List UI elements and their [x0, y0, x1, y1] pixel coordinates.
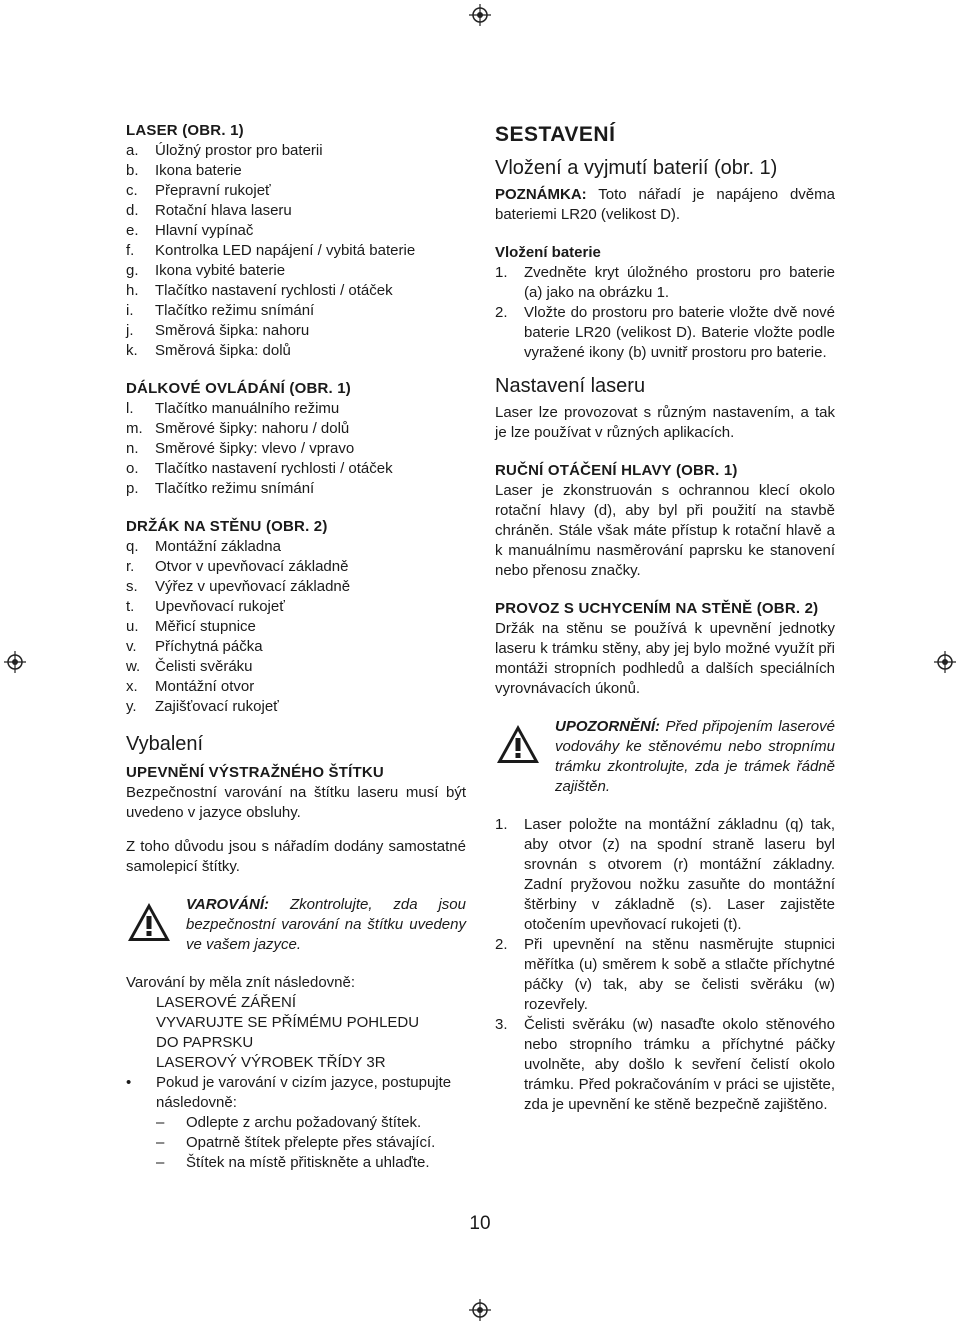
list-item-key: k.	[126, 342, 138, 359]
batteries-heading: Vložení a vyjmutí baterií (obr. 1)	[495, 157, 778, 179]
caution-text	[555, 717, 835, 797]
insert-heading: Vložení baterie	[495, 244, 601, 261]
list-item	[126, 141, 466, 161]
step-number: 3.	[495, 1016, 508, 1033]
wording-line: VYVARUJTE SE PŘÍMÉMU POHLEDU	[156, 1014, 420, 1031]
list-item-label: Ikona baterie	[155, 162, 242, 179]
list-item-label: Montážní otvor	[155, 678, 255, 695]
note	[495, 185, 835, 225]
list-item-key: l.	[126, 400, 134, 417]
wall-steps	[495, 815, 835, 1115]
list-item	[126, 181, 466, 201]
dash-mark: –	[156, 1134, 165, 1151]
caution-body: Před připojením laserové vodováhy ke stěnovému nebo stropnímu trámku zkontrolujte, zda je trámek řádně zajištěn.	[555, 718, 835, 795]
note-label: POZNÁMKA:	[495, 186, 587, 203]
wording-intro: Varování by měla znít následovně:	[126, 974, 356, 991]
list-item	[126, 341, 466, 361]
step-text: Čelisti svěráku (w) nasaďte okolo stěnového nebo stropního trámku a příchytné páčky uvolněte, aby došlo k sevření čelistí okolo trámku. Před pokračováním v práci se ujistěte, zda je upevnění ke stěně bezpečně zajištěno.	[524, 1016, 835, 1113]
list-item-label: Úložný prostor pro baterii	[155, 142, 323, 159]
step-item	[495, 815, 835, 935]
dash-item	[126, 1113, 466, 1133]
list-item-key: s.	[126, 578, 138, 595]
list-item	[126, 459, 466, 479]
list-item-label: Rotační hlava laseru	[155, 202, 292, 219]
list-item-key: c.	[126, 182, 138, 199]
list-item	[126, 321, 466, 341]
list-item-key: n.	[126, 440, 139, 457]
insert-steps	[495, 263, 835, 363]
list-item-key: i.	[126, 302, 134, 319]
list-item	[126, 241, 466, 261]
list-item-key: e.	[126, 222, 139, 239]
list-item-key: w.	[126, 658, 141, 675]
manual-text: Laser je zkonstruován s ochrannou klecí okolo rotační hlavy (d), aby byl při použití na stavbě chráněn. Stále však máte přístup k rotační hlavě a k manuálnímu nasměrování paprsku ke stanovení nebo přenosu značky.	[495, 482, 835, 579]
left-column	[126, 121, 466, 1173]
registration-mark-icon	[4, 651, 26, 673]
list-item	[126, 479, 466, 499]
list-item-key: t.	[126, 598, 135, 615]
list-item-key: d.	[126, 202, 139, 219]
list-item-key: f.	[126, 242, 135, 259]
list-item-label: Příchytná páčka	[155, 638, 263, 655]
mount-parts-heading: DRŽÁK NA STĚNU (OBR. 2)	[126, 518, 328, 535]
warning-body: Zkontrolujte, zda jsou bezpečnostní varování na štítku uvedeny ve vašem jazyce.	[186, 896, 466, 953]
list-item-label: Kontrolka LED napájení / vybitá baterie	[155, 242, 416, 259]
list-item	[126, 419, 466, 439]
remote-parts-heading: DÁLKOVÉ OVLÁDÁNÍ (OBR. 1)	[126, 380, 352, 397]
step-item	[495, 1015, 835, 1115]
list-item-key: g.	[126, 262, 139, 279]
warning-block	[126, 895, 466, 955]
page-number: 10	[469, 1213, 491, 1234]
list-item-key: j.	[126, 322, 134, 339]
list-item-key: r.	[126, 558, 135, 575]
list-item	[126, 261, 466, 281]
list-item-label: Ikona vybité baterie	[155, 262, 286, 279]
list-item-key: o.	[126, 460, 139, 477]
dash-mark: –	[156, 1154, 165, 1171]
step-item	[495, 263, 835, 303]
list-item	[126, 301, 466, 321]
list-item	[126, 537, 466, 557]
dash-item	[126, 1153, 466, 1173]
list-item-label: Tlačítko nastavení rychlosti / otáček	[155, 282, 393, 299]
dash-item	[126, 1133, 466, 1153]
remote-parts-list	[126, 399, 466, 499]
caution-block	[495, 717, 835, 797]
list-item-label: Směrová šipka: dolů	[155, 342, 291, 359]
step-number: 2.	[495, 304, 508, 321]
list-item-label: Hlavní vypínač	[155, 222, 254, 239]
bullet-mark: •	[126, 1074, 132, 1091]
label-paragraph-2: Z toho důvodu jsou s nářadím dodány samostatné samolepicí štítky.	[126, 838, 466, 875]
list-item	[126, 221, 466, 241]
laser-parts-list	[126, 141, 466, 361]
assembly-heading: SESTAVENÍ	[495, 123, 616, 146]
dash-text: Opatrně štítek přelepte přes stávající.	[186, 1134, 436, 1151]
warning-text	[186, 895, 466, 955]
list-item-label: Otvor v upevňovací základně	[155, 558, 349, 575]
list-item-label: Směrové šipky: nahoru / dolů	[155, 420, 350, 437]
dash-text: Štítek na místě přitiskněte a uhlaďte.	[186, 1154, 430, 1171]
step-item	[495, 935, 835, 1015]
list-item	[126, 281, 466, 301]
registration-mark-icon	[469, 4, 491, 26]
list-item	[126, 637, 466, 657]
dash-text: Odlepte z archu požadovaný štítek.	[186, 1114, 422, 1131]
list-item	[126, 617, 466, 637]
list-item-key: q.	[126, 538, 139, 555]
wording-line: DO PAPRSKU	[156, 1034, 254, 1051]
list-item-label: Zajišťovací rukojeť	[155, 698, 279, 715]
step-text: Vložte do prostoru pro baterie vložte dvě nové baterie LR20 (velikost D). Baterie vložte podle vyražené ikony (b) uvnitř prostoru pro baterie.	[524, 304, 835, 361]
list-item-label: Měřicí stupnice	[155, 618, 256, 635]
list-item-key: x.	[126, 678, 138, 695]
registration-mark-icon	[469, 1299, 491, 1321]
list-item	[126, 557, 466, 577]
list-item-key: u.	[126, 618, 139, 635]
laser-parts-heading: LASER (OBR. 1)	[126, 122, 244, 139]
list-item	[126, 399, 466, 419]
step-item	[495, 303, 835, 363]
list-item	[126, 577, 466, 597]
step-text: Při upevnění na stěnu nasměrujte stupnici měřítka (u) směrem k sobě a stlačte příchytné páčky (v) tak, aby se čelisti svěráku (w) rozevřely.	[524, 936, 835, 1013]
step-text: Zvedněte kryt úložného prostoru pro baterie (a) jako na obrázku 1.	[524, 264, 835, 301]
wall-text: Držák na stěnu se používá k upevnění jednotky laseru k trámku stěny, aby jej bylo možné využít při montáži stropních podhledů a dalších speciálních vyrovnávacích úkonů.	[495, 620, 835, 697]
laser-setup-heading: Nastavení laseru	[495, 375, 646, 397]
step-number: 1.	[495, 264, 508, 281]
list-item-label: Směrová šipka: nahoru	[155, 322, 310, 339]
unpack-heading: Vybalení	[126, 733, 204, 755]
manual-heading: RUČNÍ OTÁČENÍ HLAVY (OBR. 1)	[495, 462, 738, 479]
list-item-label: Tlačítko režimu snímání	[155, 480, 315, 497]
list-item-label: Tlačítko manuálního režimu	[155, 400, 340, 417]
dash-mark: –	[156, 1114, 165, 1131]
label-paragraph-1: Bezpečnostní varování na štítku laseru musí být uvedeno v jazyce obsluhy.	[126, 784, 466, 821]
wording-line: LASEROVÉ ZÁŘENÍ	[156, 994, 297, 1011]
label-heading: UPEVNĚNÍ VÝSTRAŽNÉHO ŠTÍTKU	[126, 764, 384, 781]
list-item-key: h.	[126, 282, 139, 299]
bullet-text: Pokud je varování v cizím jazyce, postupujte následovně:	[156, 1074, 452, 1111]
list-item	[126, 657, 466, 677]
warning-triangle-icon	[495, 723, 541, 765]
list-item	[126, 597, 466, 617]
warning-label: VAROVÁNÍ:	[186, 896, 270, 913]
list-item-label: Tlačítko režimu snímání	[155, 302, 315, 319]
list-item-key: m.	[126, 420, 143, 437]
wall-heading: PROVOZ S UCHYCENÍM NA STĚNĚ (OBR. 2)	[495, 600, 819, 617]
list-item-key: p.	[126, 480, 139, 497]
step-number: 1.	[495, 816, 508, 833]
warning-triangle-icon	[126, 901, 172, 943]
step-number: 2.	[495, 936, 508, 953]
list-item-label: Upevňovací rukojeť	[155, 598, 285, 615]
list-item	[126, 161, 466, 181]
mount-parts-list	[126, 537, 466, 717]
wording-line: LASEROVÝ VÝROBEK TŘÍDY 3R	[156, 1054, 386, 1071]
list-item	[126, 677, 466, 697]
list-item	[126, 697, 466, 717]
list-item-label: Čelisti svěráku	[155, 658, 253, 675]
list-item-label: Směrové šipky: vlevo / vpravo	[155, 440, 355, 457]
list-item-key: y.	[126, 698, 137, 715]
list-item-label: Tlačítko nastavení rychlosti / otáček	[155, 460, 393, 477]
list-item-label: Montážní základna	[155, 538, 281, 555]
laser-setup-text: Laser lze provozovat s různým nastavením, a tak je lze používat v různých aplikacích.	[495, 404, 835, 441]
bullet-item	[126, 1073, 466, 1113]
step-text: Laser položte na montážní základnu (q) tak, aby otvor (z) na spodní straně laseru byl srovnán s otvorem (r) montážní základny. Zadní pryžovou nožku zasuňte do montážní štěrbiny v základně (s). Laser zajistěte otočením upevňovací rukojeti (t).	[524, 816, 835, 933]
list-item-label: Přepravní rukojeť	[155, 182, 271, 199]
list-item-key: b.	[126, 162, 139, 179]
caution-label: UPOZORNĚNÍ:	[555, 718, 660, 735]
list-item-key: v.	[126, 638, 137, 655]
right-column	[495, 121, 835, 1115]
list-item-key: a.	[126, 142, 139, 159]
note-text: Toto nářadí je napájeno dvěma bateriemi LR20 (velikost D).	[495, 186, 835, 223]
list-item	[126, 439, 466, 459]
list-item-label: Výřez v upevňovací základně	[155, 578, 351, 595]
registration-mark-icon	[934, 651, 956, 673]
list-item	[126, 201, 466, 221]
